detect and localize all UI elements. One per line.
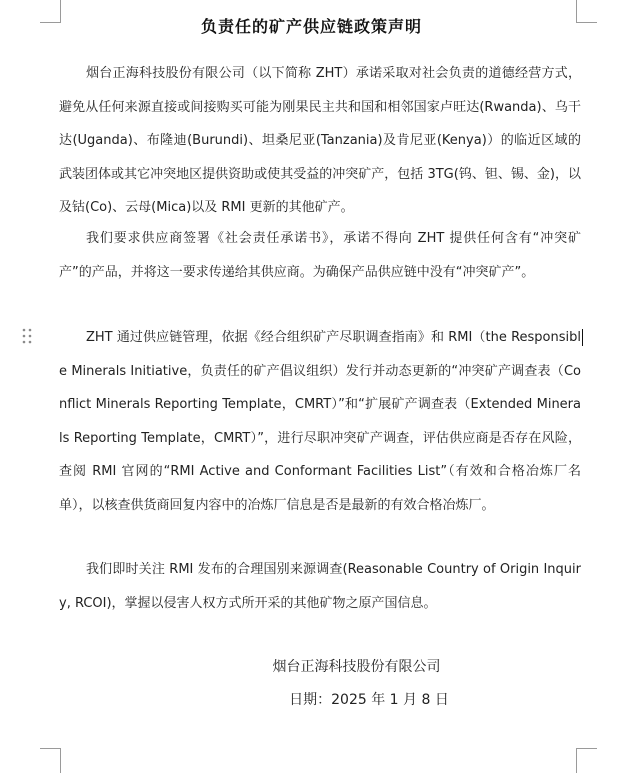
signature-company: 烟台正海科技股份有限公司	[272, 659, 441, 675]
paragraph-2[interactable]: 我们要求供应商签署《社会责任承诺书》，承诺不得向 ZHT 提供任何含有“冲突矿产”的产品，并将这一要求传递给其供应商。为确保产品供应链中没有“冲突矿产”。	[59, 231, 581, 280]
paragraph-3[interactable]: ZHT 通过供应链管理，依据《经合组织矿产尽职调查指南》和 RMI（the Responsible Minerals Initiative，负责任的矿产倡议组织）发行并动态更新的“冲突矿产调查表（Conflict Minerals Reporting Template，CMRT）”和“扩展矿产调查表（Extended Minerals Reporting Template，CMRT）”，进行尽职冲突矿产调查，评估供应商是否存在风险，查阅 RMI 官网的“RMI Active and Conformant Facilities List”（有效和合格冶炼厂名单），以核查供货商回复内容中的冶炼厂信息是否是最新的有效合格冶炼厂。	[59, 330, 581, 513]
text-cursor	[582, 329, 583, 346]
paragraph-drag-handle-icon[interactable]	[22, 327, 32, 345]
page-corner-mark-bottom-left	[40, 748, 61, 773]
paragraph-4[interactable]: 我们即时关注 RMI 发布的合理国别来源调查(Reasonable Country of Origin Inquiry, RCOI)，掌握以侵害人权方式所开采的其他矿物之原产国信息。	[59, 562, 581, 611]
page-corner-mark-bottom-right	[576, 748, 597, 773]
signature-date: 日期：2025 年 1 月 8 日	[289, 692, 449, 708]
paragraph-1[interactable]: 烟台正海科技股份有限公司（以下简称 ZHT）承诺采取对社会负责的道德经营方式，避免从任何来源直接或间接购买可能为刚果民主共和国和相邻国家卢旺达(Rwanda)、乌干达(Uganda)、布隆迪(Burundi)、坦桑尼亚(Tanzania)及肯尼亚(Kenya)）的临近区域的武装团体或其它冲突地区提供资助或使其受益的冲突矿产，包括 3TG(钨、钽、锡、金)，以及钴(Co)、云母(Mica)以及 RMI 更新的其他矿产。	[59, 66, 581, 215]
document-title: 负责任的矿产供应链政策声明	[200, 17, 422, 36]
